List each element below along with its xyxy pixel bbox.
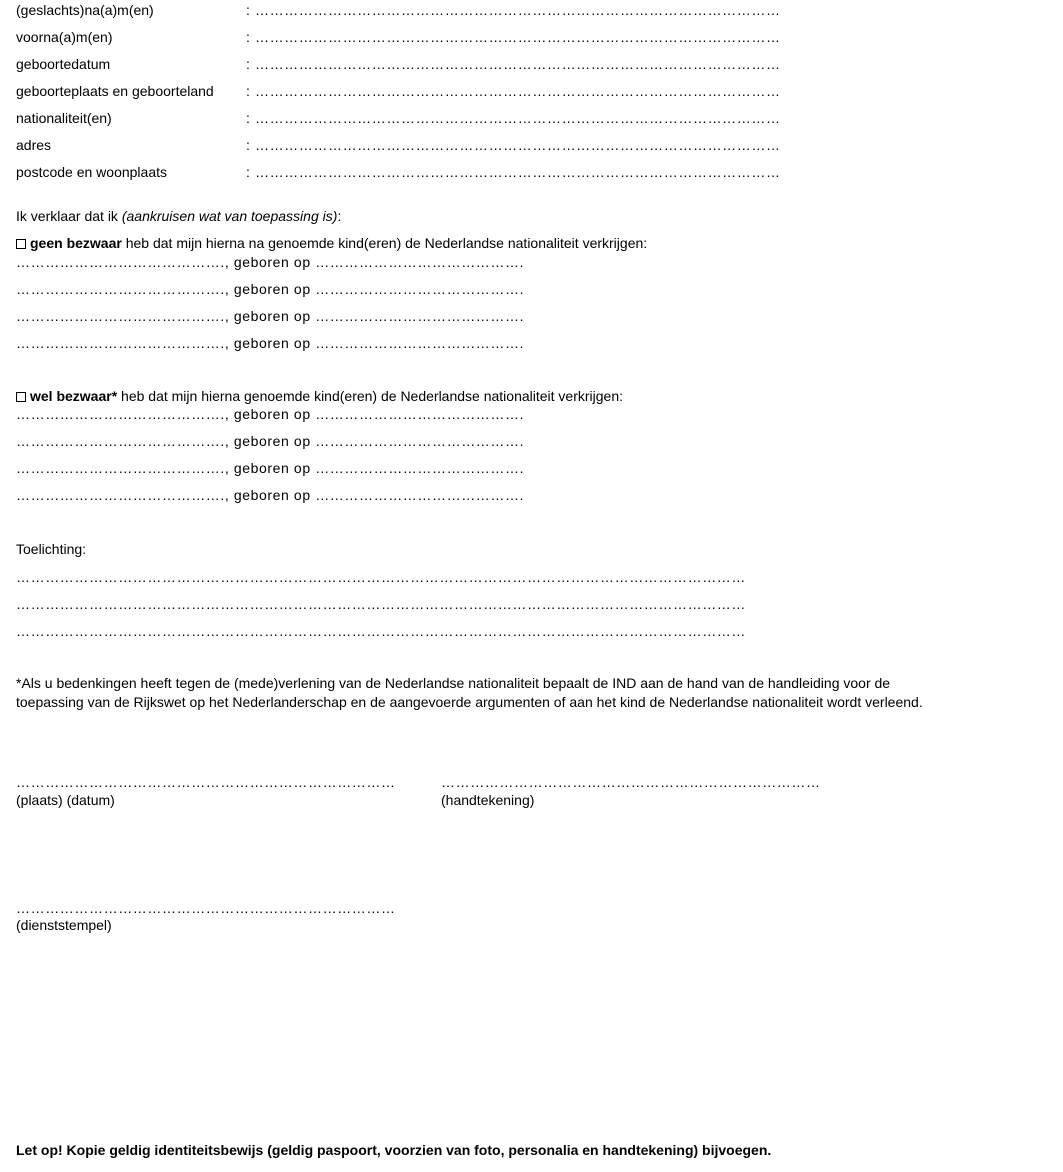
option-wel-bezwaar-text: heb dat mijn hierna genoemde kind(eren) de Nederlandse nationaliteit verkrijgen: — [117, 388, 624, 404]
checkbox-wel-bezwaar[interactable] — [16, 392, 26, 402]
declaration-intro — [16, 208, 341, 225]
stamp-line[interactable]: …………………………………………………………………… — [16, 900, 396, 916]
declaration-intro-text: Ik verklaar dat ik — [16, 208, 122, 224]
stamp-label: (dienststempel) — [16, 917, 112, 933]
toelichting-label: Toelichting: — [16, 541, 87, 557]
field-value-surname[interactable]: : ……………………………………………………………………………………………… — [246, 2, 781, 18]
footnote-text: *Als u bedenkingen heeft tegen de (mede)verlening van de Nederlandse nationaliteit bepaalt de IND aan de hand van de handleiding voor de toepassing van de Rijkswet op het Nederlanderschap en de aangevoerde argumenten of aan het kind de Nederlandse nationaliteit wordt verleend. — [16, 675, 923, 710]
geen-child-line-1[interactable]: ……………………………………., geboren op ……………………………………. — [16, 254, 525, 270]
toelichting-line-1[interactable]: …………………………………………………………………………………………………………………………………… — [16, 569, 746, 585]
geen-child-line-2[interactable]: ……………………………………., geboren op ……………………………………. — [16, 281, 525, 297]
declaration-intro-note: (aankruisen wat van toepassing is) — [121, 208, 338, 224]
place-date-label: (plaats) (datum) — [16, 792, 115, 808]
option-wel-bezwaar[interactable] — [16, 388, 623, 405]
option-geen-bezwaar-text: heb dat mijn hierna na genoemde kind(eren) de Nederlandse nationaliteit verkrijgen: — [121, 235, 648, 251]
toelichting-line-2[interactable]: …………………………………………………………………………………………………………………………………… — [16, 596, 746, 612]
option-geen-bezwaar[interactable] — [16, 235, 647, 252]
field-value-nationality[interactable]: : ……………………………………………………………………………………………… — [246, 110, 781, 126]
checkbox-geen-bezwaar[interactable] — [16, 239, 26, 249]
field-value-birthplace[interactable]: : ……………………………………………………………………………………………… — [246, 83, 781, 99]
footer-warning: Let op! Kopie geldig identiteitsbewijs (geldig paspoort, voorzien van foto, personalia en handtekening) bijvoegen. — [16, 1142, 772, 1158]
field-value-address[interactable]: : ……………………………………………………………………………………………… — [246, 137, 781, 153]
geen-child-line-4[interactable]: ……………………………………., geboren op ……………………………………. — [16, 335, 525, 351]
field-value-birthdate[interactable]: : ……………………………………………………………………………………………… — [246, 56, 781, 72]
field-value-postcode[interactable]: : ……………………………………………………………………………………………… — [246, 164, 781, 180]
field-label-surname: (geslachts)na(a)m(en) — [16, 2, 154, 18]
field-label-postcode: postcode en woonplaats — [16, 164, 167, 180]
field-value-firstnames[interactable]: : ……………………………………………………………………………………………… — [246, 29, 781, 45]
field-label-firstnames: voorna(a)m(en) — [16, 29, 113, 45]
toelichting-line-3[interactable]: …………………………………………………………………………………………………………………………………… — [16, 623, 746, 639]
place-date-line[interactable]: …………………………………………………………………… — [16, 774, 396, 790]
field-label-birthplace: geboorteplaats en geboorteland — [16, 83, 214, 99]
field-label-birthdate: geboortedatum — [16, 56, 111, 72]
wel-child-line-3[interactable]: ……………………………………., geboren op ……………………………………. — [16, 460, 525, 476]
wel-child-line-1[interactable]: ……………………………………., geboren op ……………………………………. — [16, 406, 525, 422]
geen-child-line-3[interactable]: ……………………………………., geboren op ……………………………………. — [16, 308, 525, 324]
field-label-address: adres — [16, 137, 52, 153]
wel-child-line-4[interactable]: ……………………………………., geboren op ……………………………………. — [16, 487, 525, 503]
signature-label: (handtekening) — [441, 792, 535, 808]
signature-line[interactable]: …………………………………………………………………… — [441, 774, 821, 790]
option-geen-bezwaar-bold: geen bezwaar — [30, 235, 122, 251]
option-wel-bezwaar-bold: wel bezwaar* — [30, 388, 118, 404]
declaration-intro-end: : — [337, 208, 342, 224]
field-label-nationality: nationaliteit(en) — [16, 110, 112, 126]
wel-child-line-2[interactable]: ……………………………………., geboren op ……………………………………. — [16, 433, 525, 449]
